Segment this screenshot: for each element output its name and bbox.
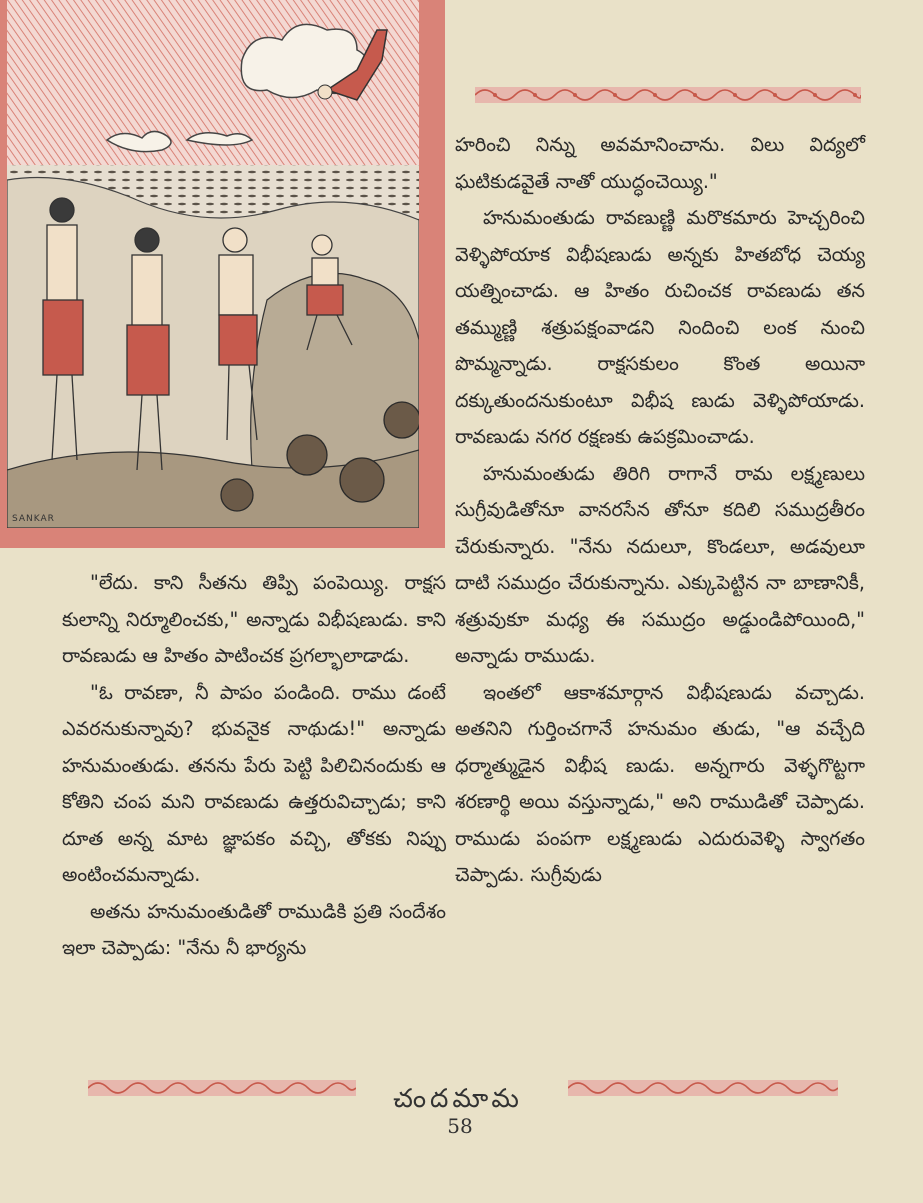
paragraph: హరించి నిన్ను అవమానించాను. విలు విద్యలో ఘటికుడవైతే నాతో యుద్ధంచెయ్యి." xyxy=(455,133,865,193)
page-number: 58 xyxy=(447,1114,473,1138)
paragraph: "ఓ రావణా, నీ పాపం పండింది. రాము డంటే ఎవరనుకున్నావు? భువనైక నాథుడు!" అన్నాడు హనుమంతుడు. తనను పేరు పెట్టి పిలిచినందుకు ఆ కోతిని చంప మని రావణుడు ఉత్తరువిచ్చాడు; కాని దూత అన్న మాట జ్ఞాపకం వచ్చి, తోకకు నిప్పు అంటించమన్నాడు. xyxy=(62,680,446,886)
decorative-border-footer-right xyxy=(568,1078,838,1098)
ornament-icon xyxy=(475,85,861,105)
paragraph: హనుమంతుడు తిరిగి రాగానే రామ లక్ష్మణులు సుగ్రీవుడితోనూ వానరసేన తోనూ కదిలి సముద్రతీరం చేరుకున్నారు. "నేను నదులూ, కొండలూ, అడవులూ దాటి సముద్రం చేరుకున్నాను. ఎక్కుపెట్టిన నా బాణానికీ, శత్రువుకూ మధ్య ఈ సముద్రం అడ్డుండిపోయింది," అన్నాడు రాముడు. xyxy=(455,461,865,667)
ornament-icon xyxy=(88,1078,356,1098)
decorative-border-footer-left xyxy=(88,1078,356,1098)
paragraph: ఇంతలో ఆకాశమార్గాన విభీషణుడు వచ్చాడు. అతనిని గుర్తించగానే హనుమం తుడు, "ఆ వచ్చేది ధర్మాత్ముడైన విభీష ణుడు. అన్నగారు వెళ్ళగొట్టగా శరణార్థి అయి వస్తున్నాడు," అని రాముడితో చెప్పాడు. రాముడు పంపగా లక్ష్మణుడు ఎదురువెళ్ళి స్వాగతం చెప్పాడు. సుగ్రీవుడు xyxy=(455,680,865,886)
paragraph: హనుమంతుడు రావణుణ్ణి మరొకమారు హెచ్చరించి వెళ్ళిపోయాక విభీషణుడు అన్నకు హితబోధ చెయ్య యత్నించాడు. ఆ హితం రుచించక రావణుడు తన తమ్ముణ్ణి శత్రుపక్షంవాడని నిందించి లంక నుంచి పొమ్మన్నాడు. రాక్షసకులం కొంత అయినా దక్కుతుందనుకుంటూ విభీష ణుడు వెళ్ళిపోయాడు. రావణుడు నగర రక్షణకు ఉపక్రమించాడు. xyxy=(455,206,865,448)
illustration-drawing xyxy=(7,0,419,528)
right-column-text xyxy=(455,127,865,894)
story-illustration xyxy=(0,0,445,548)
paragraph: అతను హనుమంతుడితో రాముడికి ప్రతి సందేశం ఇలా చెప్పాడు: "నేను నీ భార్యను xyxy=(62,899,446,959)
decorative-border-top xyxy=(475,85,861,105)
paragraph: "లేదు. కాని సీతను తిప్పి పంపెయ్యి. రాక్షస కులాన్ని నిర్మూలించకు," అన్నాడు విభీషణుడు. కాని రావణుడు ఆ హితం పాటించక ప్రగల్భాలాడాడు. xyxy=(62,571,446,667)
artist-signature: SANKAR xyxy=(12,514,55,524)
illustration-artwork xyxy=(7,0,419,528)
magazine-title: చందమామ xyxy=(393,1084,523,1114)
ornament-icon xyxy=(568,1078,838,1098)
left-column-text xyxy=(62,565,446,967)
